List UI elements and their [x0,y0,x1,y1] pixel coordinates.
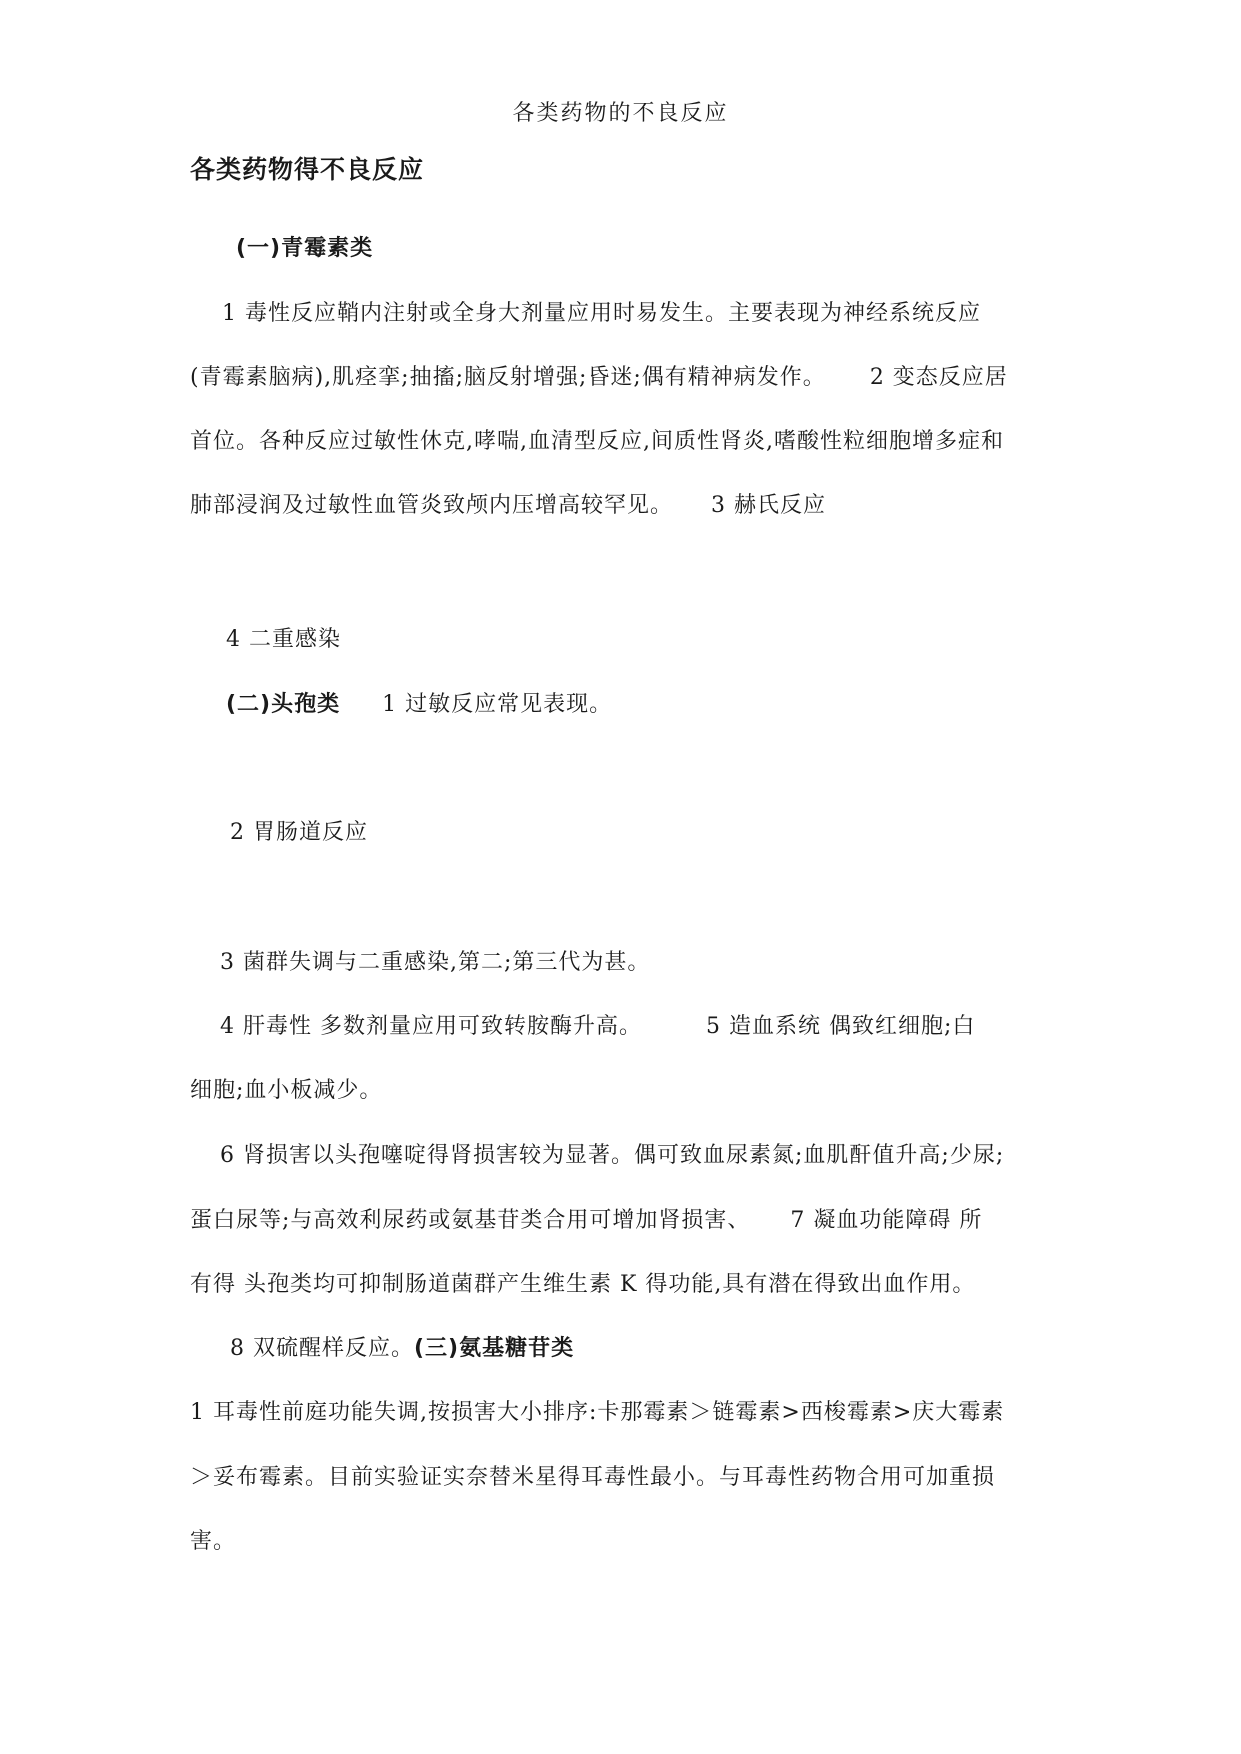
document-title: 各类药物得不良反应 [190,155,425,184]
paragraph-line [230,1334,574,1364]
paragraph-line: 6 肾损害以头孢噻啶得肾损害较为显著。偶可致血尿素氮;血肌酐值升高;少尿; [220,1143,1005,1168]
text-run: (青霉素脑病),肌痉挛;抽搐;脑反射增强;昏迷;偶有精神病发作。 [190,365,826,390]
text-run: 肺部浸润及过敏性血管炎致颅内压增高较罕见。 [190,493,674,518]
text-run: 8 双硫醒样反应。 [230,1336,414,1361]
text-run: 2 变态反应居 [869,365,1008,390]
text-run: 蛋白尿等;与高效利尿药或氨基苷类合用可增加肾损害、 [190,1208,751,1233]
section-heading-penicillin: (一)青霉素类 [236,236,374,261]
paragraph-line: 有得 头孢类均可抑制肠道菌群产生维生素 K 得功能,具有潜在得致出血作用。 [190,1272,976,1297]
paragraph-line: 害。 [190,1529,237,1554]
section-heading-aminoglycoside: (三)氨基糖苷类 [414,1336,575,1361]
text-run: 4 肝毒性 多数剂量应用可致转胺酶升高。 [220,1014,642,1039]
paragraph-line [220,1012,975,1042]
paragraph-line [190,363,1008,393]
text-run: 3 赫氏反应 [711,493,827,518]
paragraph-line: 1 耳毒性前庭功能失调,按损害大小排序:卡那霉素＞链霉素>西梭霉素>庆大霉素 [190,1400,1005,1425]
paragraph-line: 首位。各种反应过敏性休克,哮喘,血清型反应,间质性肾炎,嗜酸性粒细胞增多症和 [190,429,1004,454]
paragraph-line [226,690,612,720]
paragraph-line: ＞妥布霉素。目前实验证实奈替米星得耳毒性最小。与耳毒性药物合用可加重损 [190,1465,996,1490]
paragraph-line [190,491,826,521]
text-run: 5 造血系统 偶致红细胞;白 [706,1014,976,1039]
text-run: 7 凝血功能障碍 所 [790,1208,983,1233]
page-header: 各类药物的不良反应 [512,101,729,126]
paragraph-line: 2 胃肠道反应 [230,820,368,845]
paragraph-line: 细胞;血小板减少。 [190,1078,383,1103]
section-heading-cephalosporin: (二)头孢类 [226,692,341,717]
paragraph-line: 3 菌群失调与二重感染,第二;第三代为甚。 [220,950,651,975]
paragraph-line: 1 毒性反应鞘内注射或全身大剂量应用时易发生。主要表现为神经系统反应 [222,301,981,326]
text-run: 1 过敏反应常见表现。 [382,692,613,717]
paragraph-line [190,1206,982,1236]
paragraph-line: 4 二重感染 [226,627,341,652]
